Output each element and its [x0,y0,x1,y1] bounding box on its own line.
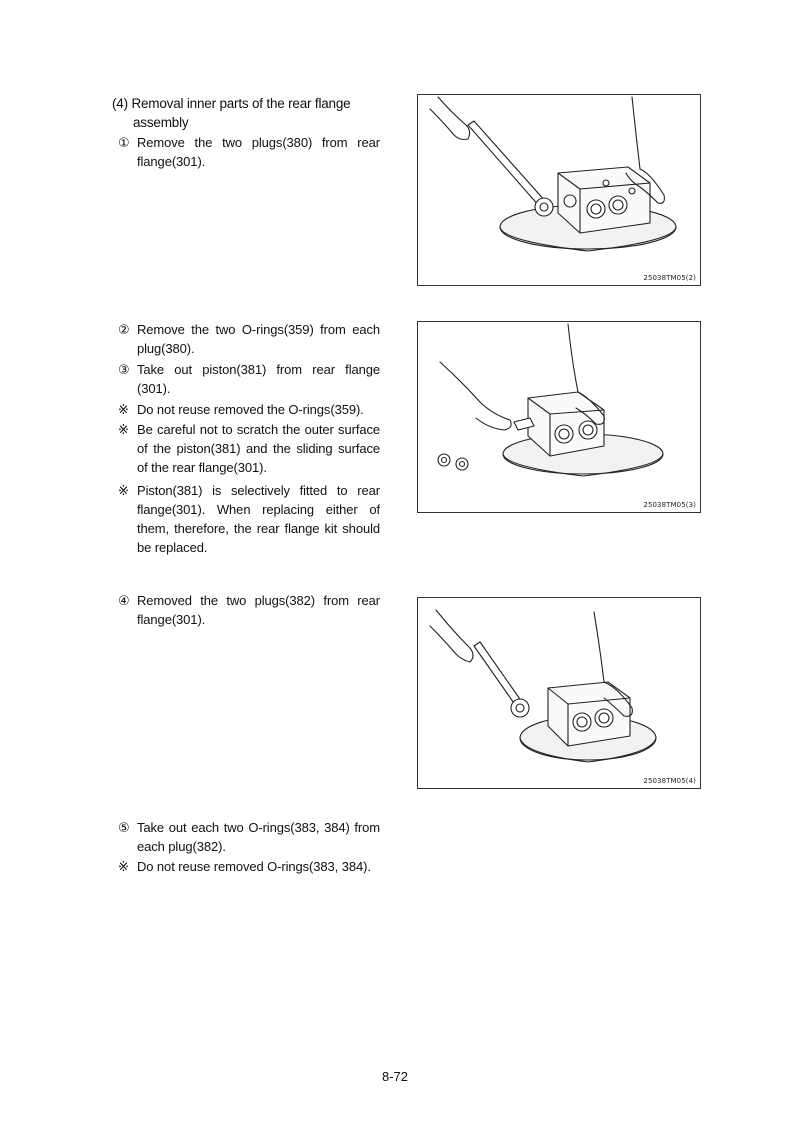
step-text: Removed the two plugs(382) from rear flange(301). [137,593,380,627]
note-text: Piston(381) is selectively fitted to rear flange(301). When replacing either of them, therefore, the rear flange kit should be replaced. [137,483,380,555]
flange-wrench-illustration-2 [418,598,700,788]
step-marker: ① [118,135,130,150]
note-text: Do not reuse removed the O-rings(359). [137,402,364,417]
step-marker: ② [118,322,130,337]
page-number: 8-72 [382,1069,409,1084]
figure-piston-removal [417,321,701,513]
note-marker: ※ [118,422,129,437]
note-item [118,400,380,419]
section-heading-line2: assembly [133,115,189,130]
note-text: Be careful not to scratch the outer surface of the piston(381) and the sliding surface of the rear flange(301). [137,422,380,475]
flange-piston-illustration [418,322,700,512]
figure-caption: 25038TM05(4) [643,777,696,785]
section-heading [112,94,384,132]
step-item [118,360,380,398]
step-text: Take out piston(381) from rear flange (301). [137,362,380,396]
figure-plug-removal [417,94,701,286]
note-item [118,481,380,557]
step-item [118,320,380,358]
step-text: Remove the two O-rings(359) from each plug(380). [137,322,380,356]
note-marker: ※ [118,859,129,874]
step-text: Remove the two plugs(380) from rear flange(301). [137,135,380,169]
step-marker: ⑤ [118,820,130,835]
note-marker: ※ [118,402,129,417]
figure-caption: 25038TM05(2) [643,274,696,282]
flange-wrench-illustration [418,95,700,285]
step-item [118,591,380,629]
step-marker: ④ [118,593,130,608]
step-text: Take out each two O-rings(383, 384) from each plug(382). [137,820,380,854]
step-item [118,133,380,171]
section-heading-line1: (4) Removal inner parts of the rear flange [112,96,351,111]
figure-caption: 25038TM05(3) [643,501,696,509]
note-marker: ※ [118,483,129,498]
step-marker: ③ [118,362,130,377]
step-item [118,818,380,856]
note-item [118,420,380,477]
figure-plug-382-removal [417,597,701,789]
note-item [118,857,380,876]
note-text: Do not reuse removed O-rings(383, 384). [137,859,371,874]
